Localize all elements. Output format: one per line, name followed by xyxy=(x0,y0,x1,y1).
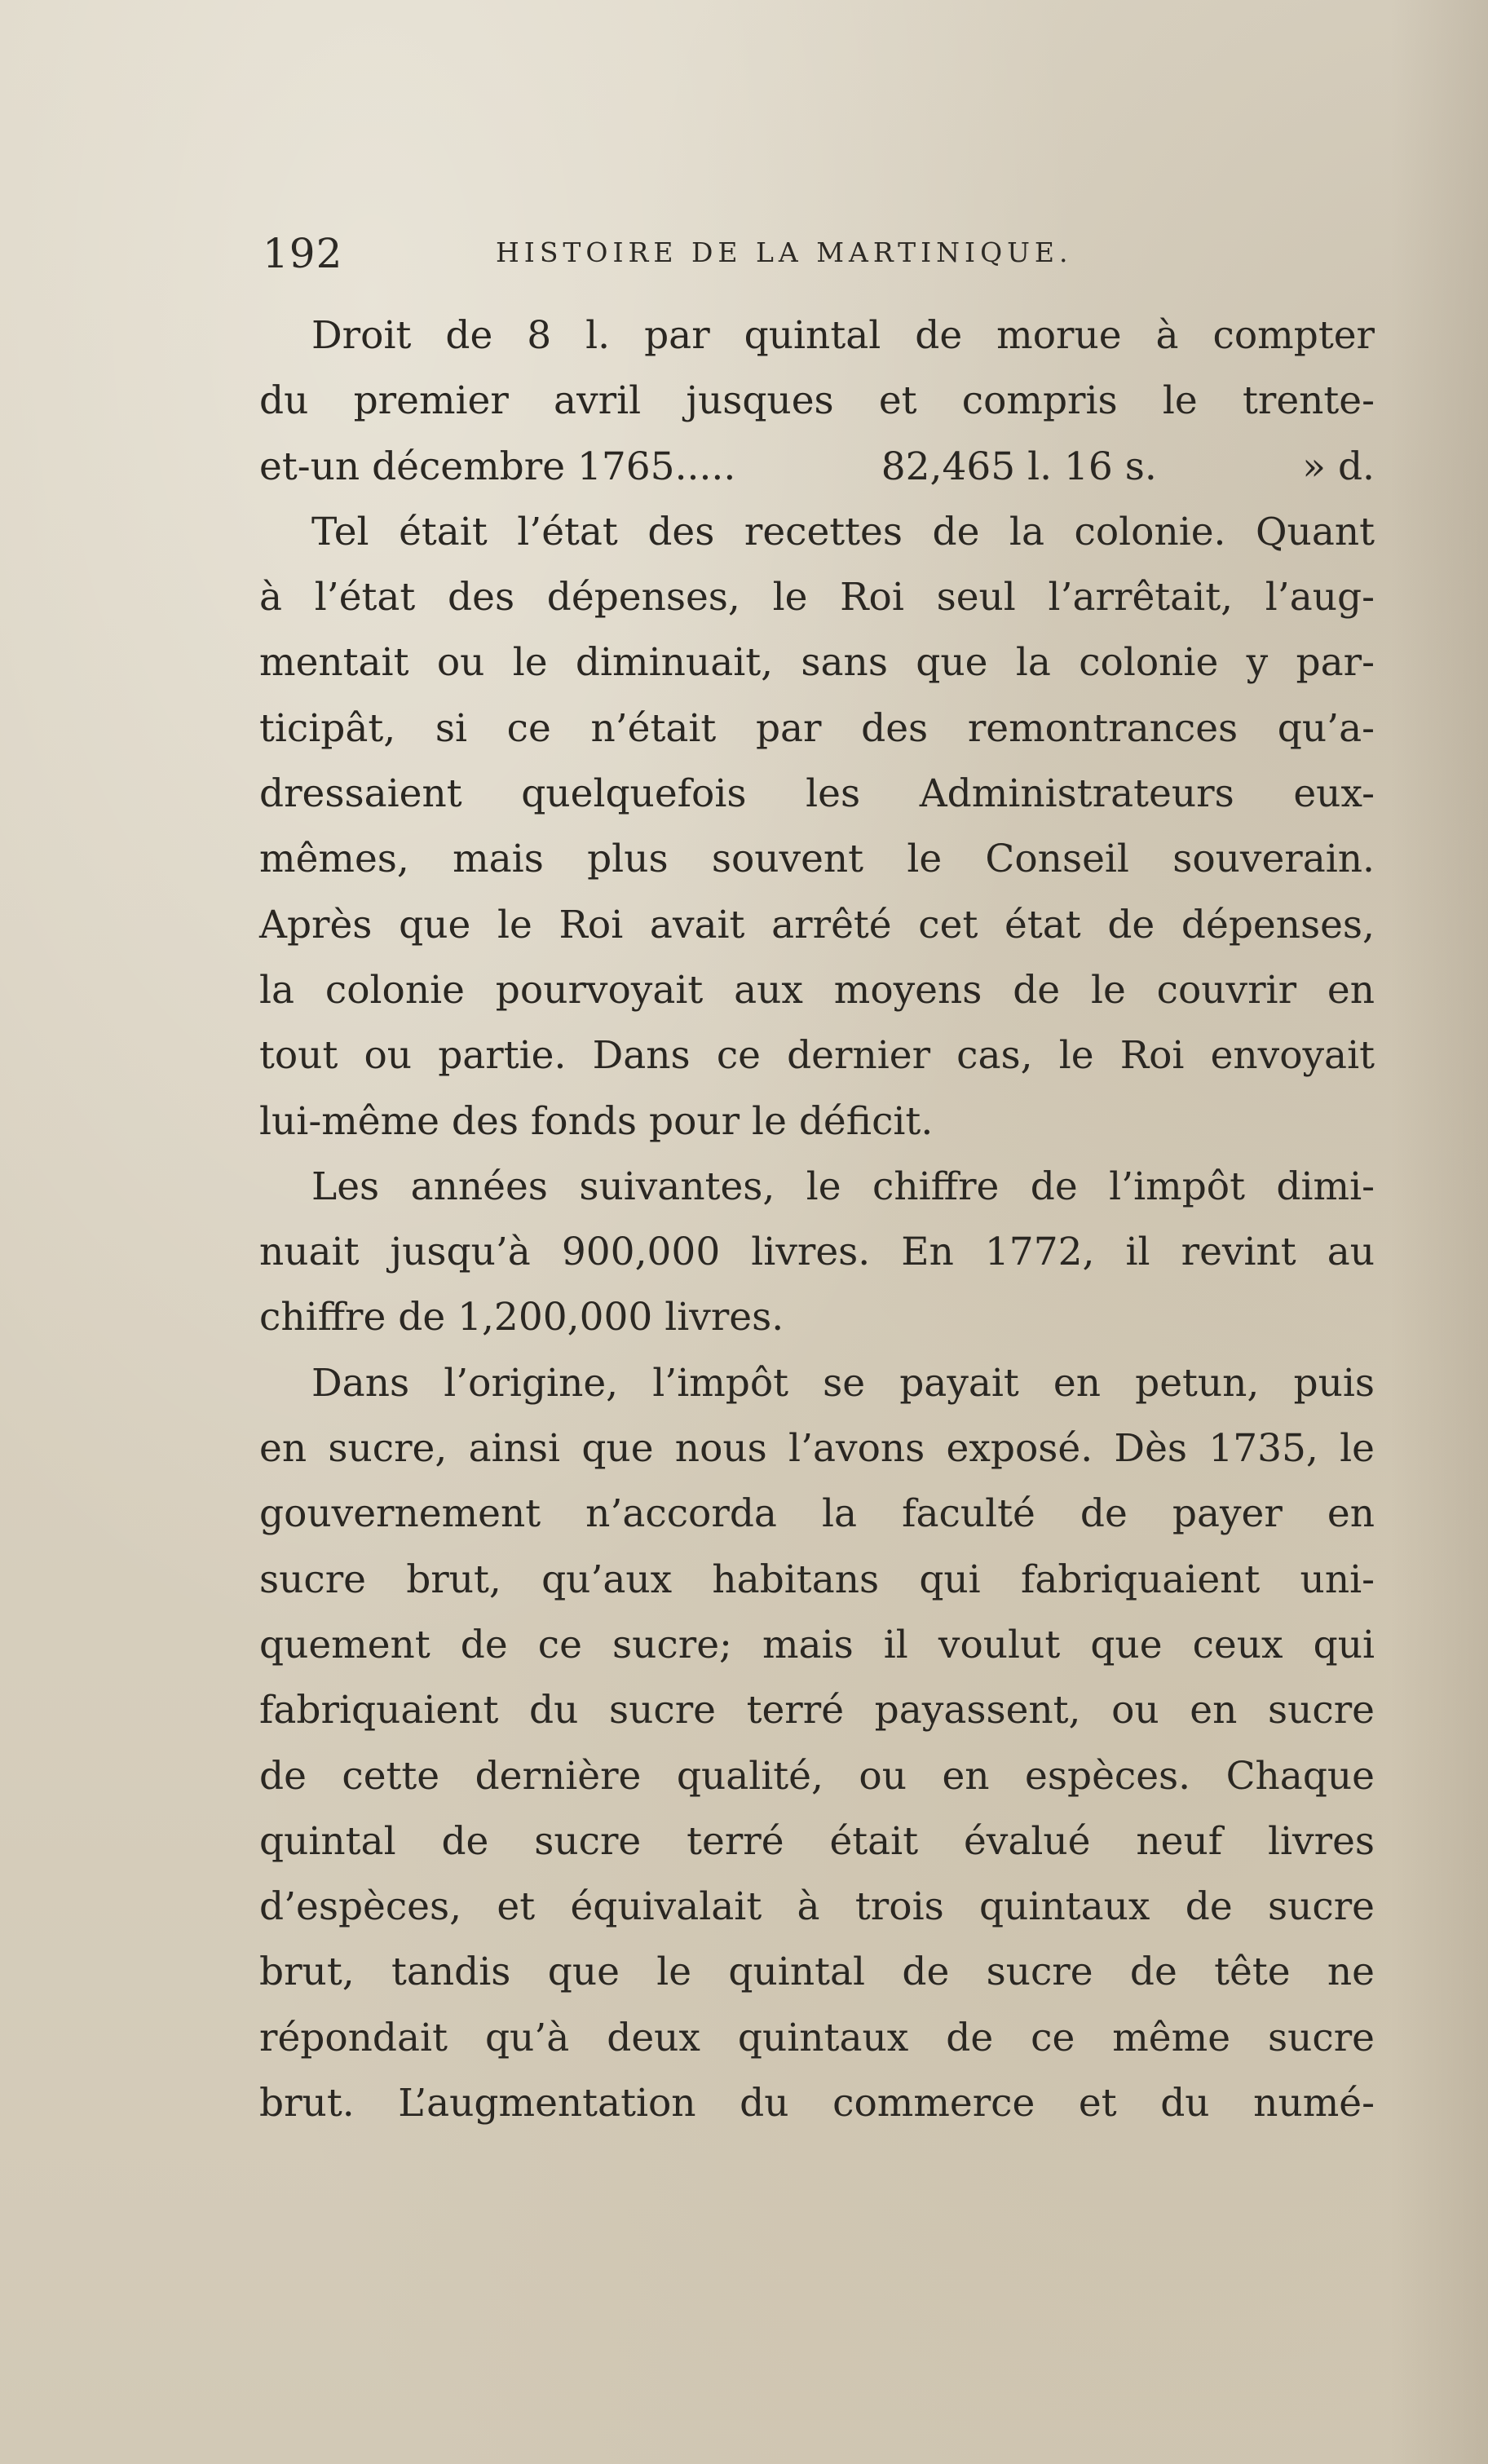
text-line: en sucre, ainsi que nous l’avons exposé. Dès 1735, le xyxy=(259,1426,1375,1472)
text-line: fabriquaient du sucre terré payassent, ou en sucre xyxy=(259,1688,1375,1733)
amount-line xyxy=(259,435,1375,500)
text-line: brut. L’augmentation du commerce et du numé- xyxy=(259,2081,1375,2126)
text-line: mentait ou le diminuait, sans que la colonie y par- xyxy=(259,640,1375,686)
text-line: quintal de sucre terré était évalué neuf livres xyxy=(259,1818,1375,1864)
running-title: HISTOIRE DE LA MARTINIQUE. xyxy=(496,236,1073,268)
text-line: Après que le Roi avait arrêté cet état de dépenses, xyxy=(259,902,1375,947)
body-text xyxy=(259,303,1375,2136)
text-line: Les années suivantes, le chiffre de l’impôt dimi- xyxy=(311,1164,1375,1209)
text-line: Droit de 8 l. par quintal de morue à compter xyxy=(311,313,1375,358)
text-line: Tel était l’état des recettes de la colonie. Quant xyxy=(311,509,1375,554)
text-line: lui-même des fonds pour le déficit. xyxy=(259,1098,934,1144)
page-edge-shadow xyxy=(1390,0,1488,2464)
amount-livres-sous: 82,465 l. 16 s. xyxy=(881,444,1157,489)
text-line: quement de ce sucre; mais il voulut que ceux qui xyxy=(259,1622,1375,1667)
amount-deniers: » d. xyxy=(1302,444,1375,489)
text-line: du premier avril jusques et compris le trente- xyxy=(259,378,1375,424)
running-head xyxy=(263,230,1380,279)
text-line: mêmes, mais plus souvent le Conseil souverain. xyxy=(259,837,1375,882)
text-line: de cette dernière qualité, ou en espèces. Chaque xyxy=(259,1753,1375,1799)
text-line: tout ou partie. Dans ce dernier cas, le Roi envoyait xyxy=(259,1033,1375,1079)
text-line: dressaient quelquefois les Administrateurs eux- xyxy=(259,771,1375,817)
text-line: chiffre de 1,200,000 livres. xyxy=(259,1295,784,1340)
text-line: Dans l’origine, l’impôt se payait en petun, puis xyxy=(311,1360,1375,1406)
text-line: gouvernement n’accorda la faculté de payer en xyxy=(259,1491,1375,1537)
text-line: la colonie pourvoyait aux moyens de le couvrir en xyxy=(259,967,1375,1013)
text-line: brut, tandis que le quintal de sucre de tête ne xyxy=(259,1950,1375,1995)
text-line: d’espèces, et équivalait à trois quintaux de sucre xyxy=(259,1884,1375,1930)
page-number: 192 xyxy=(263,230,343,277)
text-line: ticipât, si ce n’était par des remontrances qu’a- xyxy=(259,705,1375,751)
amount-label: et-un décembre 1765..... xyxy=(259,444,736,489)
text-line: nuait jusqu’à 900,000 livres. En 1772, il revint au xyxy=(259,1230,1375,1275)
text-line: répondait qu’à deux quintaux de ce même sucre xyxy=(259,2015,1375,2060)
text-line: sucre brut, qu’aux habitans qui fabriquaient uni- xyxy=(259,1557,1375,1602)
text-line: à l’état des dépenses, le Roi seul l’arrêtait, l’aug- xyxy=(259,575,1375,620)
